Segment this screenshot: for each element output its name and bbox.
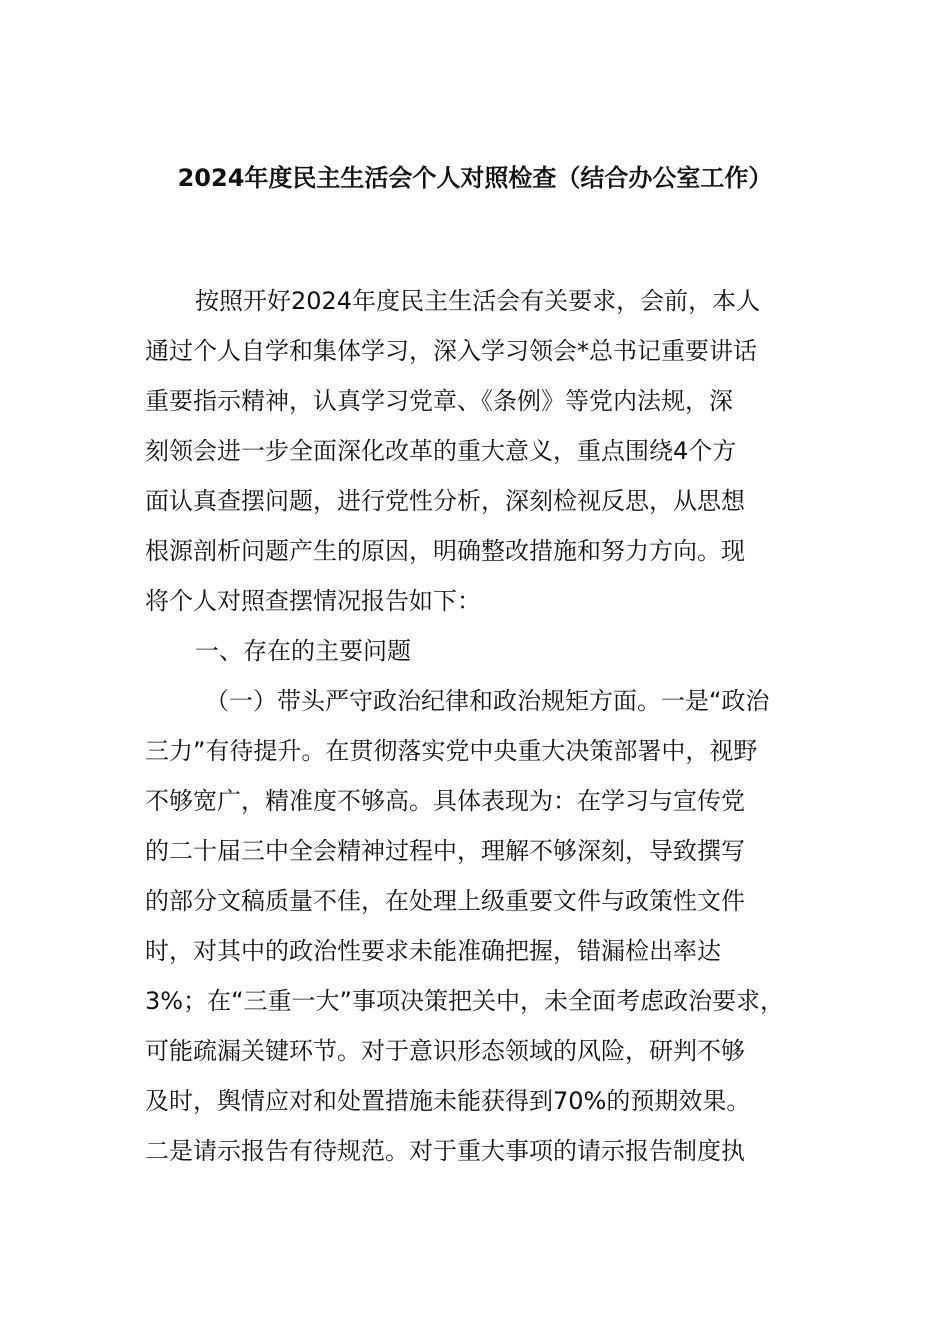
paragraph-line: 时，对其中的政治性要求未能准确把握，错漏检出率达 [145, 937, 721, 965]
paragraph-line: 可能疏漏关键环节。对于意识形态领域的风险，研判不够 [145, 1037, 745, 1065]
paragraph-line: 3%；在“三重一大”事项决策把关中，未全面考虑政治要求， [145, 987, 784, 1015]
paragraph-line: 及时，舆情应对和处置措施未能获得到70%的预期效果。 [145, 1087, 751, 1115]
paragraph-line: 不够宽广，精准度不够高。具体表现为：在学习与宣传党 [145, 787, 745, 815]
document-title: 2024年度民主生活会个人对照检查（结合办公室工作） [177, 164, 773, 192]
paragraph-line: 的二十届三中全会精神过程中，理解不够深刻，导致撰写 [145, 837, 745, 865]
paragraph-line: 刻领会进一步全面深化改革的重大意义，重点围绕4个方 [145, 437, 737, 465]
paragraph-line: 三力”有待提升。在贯彻落实党中央重大决策部署中，视野 [145, 737, 758, 765]
paragraph-line: 按照开好2024年度民主生活会有关要求，会前，本人 [195, 287, 761, 315]
paragraph-line: 的部分文稿质量不佳，在处理上级重要文件与政策性文件 [145, 887, 745, 915]
paragraph-line: 根源剖析问题产生的原因，明确整改措施和努力方向。现 [145, 537, 745, 565]
subsection-line: （一）带头严守政治纪律和政治规矩方面。一是“政治 [205, 687, 770, 715]
paragraph-line: 面认真查摆问题，进行党性分析，深刻检视反思，从思想 [145, 487, 745, 515]
paragraph-line: 二是请示报告有待规范。对于重大事项的请示报告制度执 [145, 1137, 745, 1165]
section-heading: 一、存在的主要问题 [195, 637, 411, 665]
paragraph-line: 重要指示精神，认真学习党章、《条例》等党内法规，深 [145, 387, 733, 415]
paragraph-line: 通过个人自学和集体学习，深入学习领会*总书记重要讲话 [145, 337, 757, 365]
document-body [145, 276, 845, 1176]
paragraph-line: 将个人对照查摆情况报告如下： [145, 587, 481, 615]
